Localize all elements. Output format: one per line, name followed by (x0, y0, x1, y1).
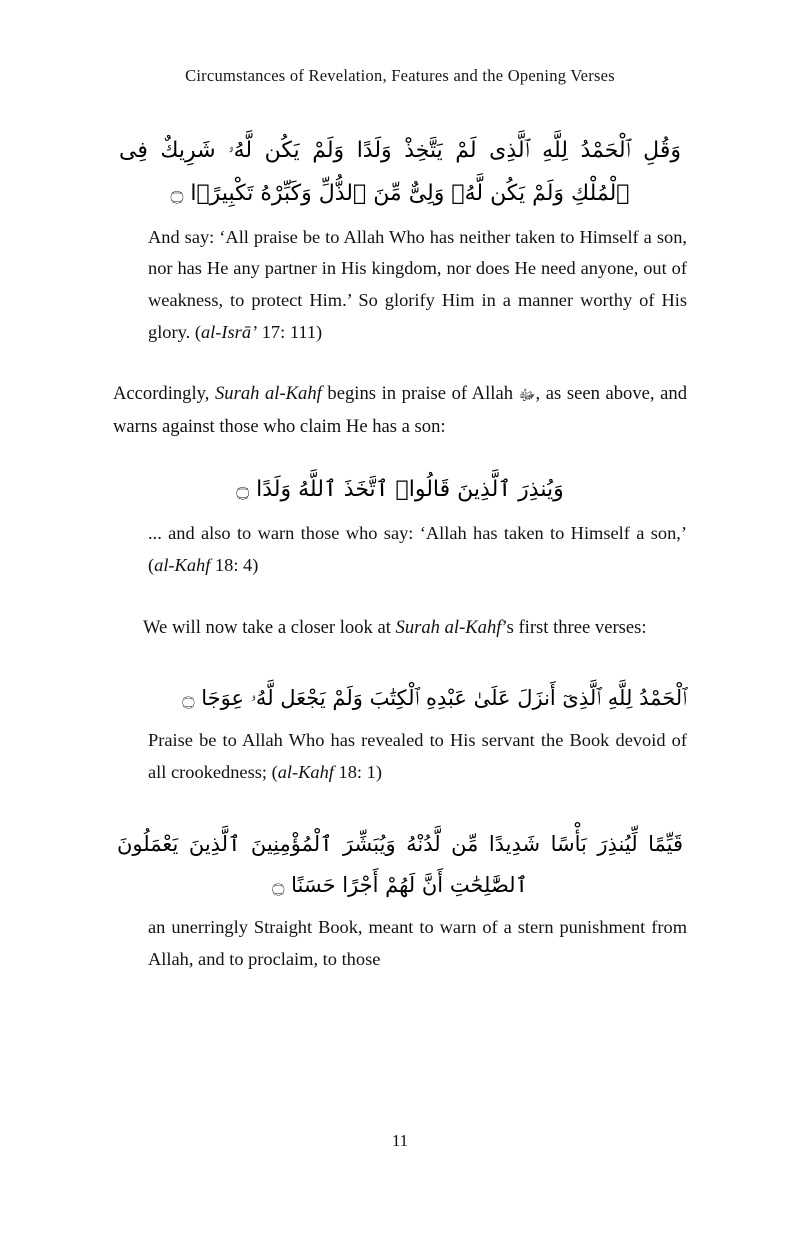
arabic-line: وَيُنذِرَ ٱلَّذِينَ قَالُوا۟ ٱتَّخَذَ ٱللَّهُ وَلَدًا ۝ (236, 477, 564, 503)
page-number: 11 (391, 1131, 409, 1150)
arabic-verse-al-isra-17-111 (113, 130, 687, 216)
citation-reference: al-Isrā’ (200, 321, 258, 342)
jalla-jalaluhu-icon: ﷻ (518, 386, 536, 405)
arabic-line: وَقُلِ ٱلْحَمْدُ لِلَّهِ ٱلَّذِى لَمْ يَتَّخِذْ وَلَدًا وَلَمْ يَكُن لَّهُۥ شَرِيكٌ فِى (119, 138, 681, 163)
arabic-verse-al-kahf-18-4 (113, 469, 687, 512)
page-content (113, 112, 687, 976)
translation-al-kahf-18-1 (113, 725, 687, 788)
translation-text: And say: ‘All praise be to Allah Who has neither taken to Himself a son, nor has He any partner in His kingdom, nor does He need anyone, out of weakness, to protect Him.’ So glorify Him in a manner worthy of His glory. ( (148, 226, 687, 342)
citation-rest: 17: 111) (257, 321, 323, 342)
citation-rest: 18: 4) (210, 555, 259, 576)
paragraph-text-mid: begins in praise of Allah (321, 383, 519, 405)
arabic-line: ٱلْمُلْكِ وَلَمْ يَكُن لَّهُۥ وَلِىٌّ مِّنَ ٱلذُّلِّ وَكَبِّرْهُ تَكْبِيرًۢا ۝ (170, 180, 630, 206)
paragraph-text-lead: We will now take a closer look at (143, 616, 396, 638)
translation-text: ... and also to warn those who say: ‘Allah has taken to Himself a son,’ ( (148, 523, 687, 576)
paragraph-accordingly (113, 378, 687, 443)
citation-rest: 18: 1) (333, 761, 382, 782)
citation-reference: al-Kahf (154, 555, 211, 576)
surah-title-italic: Surah al-Kahf (214, 383, 322, 405)
arabic-verse-al-kahf-18-1 (148, 678, 687, 719)
translation-text: Praise be to Allah Who has revealed to His servant the Book devoid of all crookedness; ( (148, 730, 687, 782)
arabic-line: قَيِّمًا لِّيُنذِرَ بَأْسًا شَدِيدًا مِّن لَّدُنْهُ وَيُبَشِّرَ ٱلْمُؤْمِنِينَ ٱلَّذِينَ يَعْمَلُونَ (117, 832, 683, 857)
paragraph-closer-look (113, 612, 687, 645)
arabic-verse-al-kahf-18-2 (113, 824, 687, 906)
running-header: Circumstances of Revelation, Features and the Opening Verses (185, 66, 615, 85)
translation-al-isra-17-111 (113, 222, 687, 349)
arabic-line: ٱلصَّٰلِحَٰتِ أَنَّ لَهُمْ أَجْرًا حَسَنًا ۝ (272, 873, 528, 898)
citation-reference: al-Kahf (277, 761, 334, 782)
arabic-line: ٱلْحَمْدُ لِلَّهِ ٱلَّذِىٓ أَنزَلَ عَلَىٰ عَبْدِهِ ٱلْكِتَٰبَ وَلَمْ يَجْعَل لَّهُۥ عِوَجَا ۝ (182, 686, 687, 711)
paragraph-text-lead: Accordingly, (113, 383, 215, 405)
paragraph-text-tail: ’s first three verses: (501, 616, 647, 638)
translation-al-kahf-18-4 (113, 518, 687, 581)
paragraph-text-tail: , as seen above, and warns against those who claim He has a son: (113, 383, 687, 437)
translation-al-kahf-18-2: an unerringly Straight Book, meant to warn of a stern punishment from Allah, and to proclaim, to those (148, 917, 687, 969)
surah-title-italic: Surah al-Kahf (395, 616, 502, 638)
